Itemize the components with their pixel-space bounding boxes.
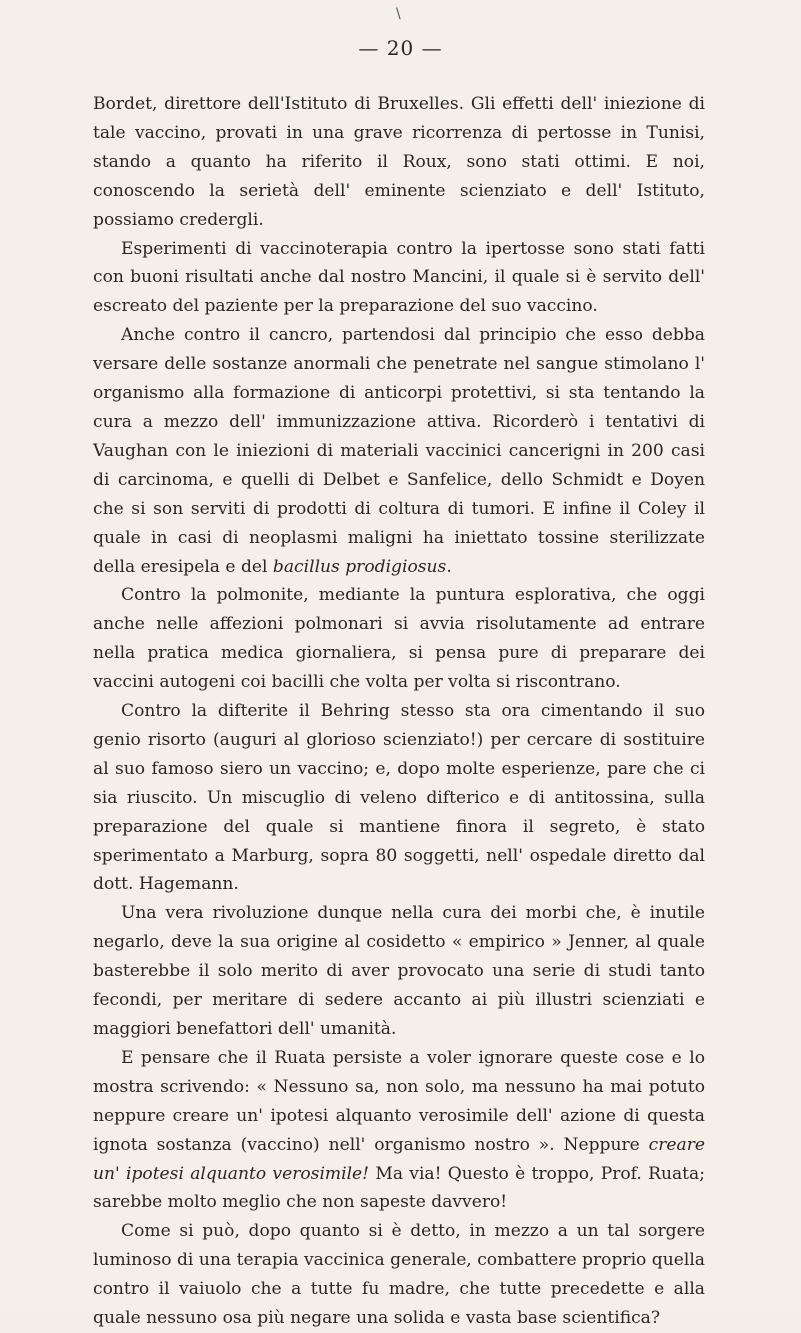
paragraph-4: Contro la polmonite, mediante la puntura esplorativa, che oggi anche nelle affezioni polmonari si avvia risolutamente ad entrare nella pratica medica giornaliera, si pensa pure di preparare dei vaccini autogeni coi bacilli che volta per volta si riscontrano. [93,585,705,693]
paragraph-3-text: Anche contro il cancro, partendosi dal principio che esso debba versare delle sostanze anormali che penetrate nel sangue stimolano l' organismo alla formazione di anticorpi protettivi, si sta tentando la cura a mezzo dell' immunizzazione attiva. Ricorderò i tentativi di Vaughan con le iniezioni di materiali vaccinici cancerigni in 200 casi di carcinoma, e quelli di Delbet e Sanfelice, dello Schmidt e Doyen che si son serviti di prodotti di coltura di tumori. E infine il Coley il quale in casi di neoplasmi maligni ha iniettato tossine sterilizzate della eresipela e del [93,325,705,577]
paragraph-2: Esperimenti di vaccinoterapia contro la ipertosse sono stati fatti con buoni risultati anche dal nostro Mancini, il quale si è servito dell' escreato del paziente per la preparazione del suo vaccino. [93,238,705,317]
page-number: — 20 — [358,36,443,60]
paragraph-1: Bordet, direttore dell'Istituto di Bruxelles. Gli effetti dell' iniezione di tale vaccino, provati in una grave ricorrenza di pertosse in Tunisi, stando a quanto ha riferito il Roux, sono stati ottimi. E noi, conoscendo la serietà dell' eminente scienziato e dell' Istituto, possiamo credergli. [93,94,705,230]
body-text [93,90,705,1333]
paragraph-3-italic: bacillus prodigiosus [272,556,447,577]
paragraph-6: Una vera rivoluzione dunque nella cura dei morbi che, è inutile negarlo, deve la sua origine al cosidetto « empirico » Jenner, al quale basterebbe il solo merito di aver provocato una serie di studi tanto fecondi, per meritare di sedere accanto ai più illustri scienziati e maggiori benefattori dell' umanità. [93,903,705,1039]
paragraph-5: Contro la difterite il Behring stesso sta ora cimentando il suo genio risorto (auguri al glorioso scienziato!) per cercare di sostituire al suo famoso siero un vaccino; e, dopo molte esperienze, pare che ci sia riuscito. Un miscuglio di veleno difterico e di antitossina, sulla preparazione del quale si mantiene finora il segreto, è stato sperimentato a Marburg, sopra 80 soggetti, nell' ospedale diretto dal dott. Hagemann. [93,701,705,895]
paragraph-3-end: . [446,556,452,577]
paragraph-7-italic: creare un' ipotesi alquanto verosimile! [93,1134,705,1184]
paragraph-7-end: Ma via! Questo è troppo, Prof. Ruata; sarebbe molto meglio che non sapeste davvero! [93,1163,705,1213]
paragraph-7 [93,1044,705,1217]
paragraph-8: Come si può, dopo quanto si è detto, in mezzo a un tal sorgere luminoso di una terapia vaccinica generale, combattere proprio quella contro il vaiuolo che a tutte fu madre, che tutte precedette e alla quale nessuno osa più negare una solida e vasta base scientifica? [93,1221,705,1329]
paragraph-3 [93,321,705,581]
paragraph-7-text: E pensare che il Ruata persiste a voler ignorare queste cose e lo mostra scrivendo: « Nessuno sa, non solo, ma nessuno ha mai potuto neppure creare un' ipotesi alquanto verosimile dell' azione di questa ignota sostanza (vaccino) nell' organismo nostro ». Neppure [93,1047,705,1155]
stray-mark: \ [396,6,401,22]
